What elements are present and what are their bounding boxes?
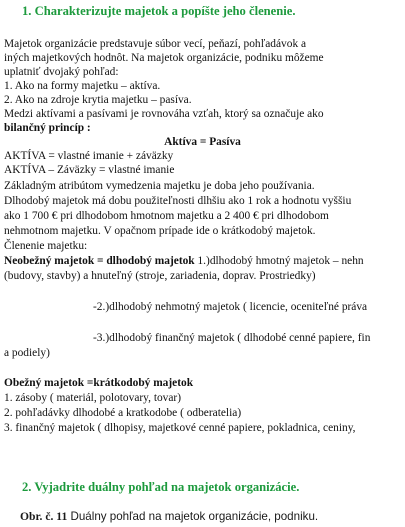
heading-1: 1. Charakterizujte majetok a popíšte jeho členenie. bbox=[22, 4, 296, 18]
neobezny-item-1: 1.)dlhodobý hmotný majetok – nehn bbox=[194, 255, 364, 267]
obezny-label: Obežný majetok =krátkodobý majetok bbox=[4, 377, 194, 389]
paragraph-line: Medzi aktívami a pasívami je rovnováha vzťah, ktorý sa označuje ako bbox=[4, 108, 324, 120]
caption-text: Duálny pohľad na majetok organizácie, podniku. bbox=[67, 510, 319, 523]
paragraph-line: nehmotnom majetku. V opačnom prípade ide o krátkodobý majetok. bbox=[4, 225, 316, 237]
aktiva-equation-2: AKTÍVA – Záväzky = vlastné imanie bbox=[4, 164, 175, 176]
paragraph-line: Základným atribútom vymedzenia majetku je doba jeho používania. bbox=[4, 180, 315, 192]
bilancny-princip: bilančný princíp : bbox=[4, 122, 91, 134]
paragraph-line: iných majetkových hodnôt. Na majetok organizácie, podniku môžeme bbox=[4, 52, 324, 64]
neobezny-label: Neobežný majetok = dlhodobý majetok bbox=[4, 255, 195, 267]
neobezny-line bbox=[4, 254, 364, 268]
paragraph-line: Dlhodobý majetok má dobu použiteľnosti dlhšiu ako 1 rok a hodnotu vyššiu bbox=[4, 195, 352, 207]
neobezny-item-1-cont: (budovy, stavby) a hnuteľný (stroje, zariadenia, doprav. Prostriedky) bbox=[4, 270, 316, 282]
paragraph-line: ako 1 700 € pri dlhodobom hmotnom majetku a 2 400 € pri dlhodobom bbox=[4, 210, 329, 222]
heading-2: 2. Vyjadrite duálny pohľad na majetok organizácie. bbox=[22, 480, 300, 494]
neobezny-item-2: -2.)dlhodobý nehmotný majetok ( licencie, oceniteľné práva bbox=[93, 301, 368, 313]
caption-label: Obr. č. 11 bbox=[20, 510, 68, 523]
paragraph-line: Členenie majetku: bbox=[4, 240, 88, 252]
paragraph-line: Majetok organizácie predstavuje súbor vecí, peňazí, pohľadávok a bbox=[4, 38, 307, 50]
aktiva-equation-1: AKTÍVA = vlastné imanie + záväzky bbox=[4, 150, 174, 162]
paragraph-line: 1. Ako na formy majetku – aktíva. bbox=[4, 80, 161, 92]
figure-caption bbox=[20, 510, 318, 523]
paragraph-line: 2. Ako na zdroje krytia majetku – pasíva. bbox=[4, 94, 192, 106]
aktiva-pasiva-equation: Aktíva = Pasíva bbox=[164, 136, 241, 148]
neobezny-item-3: -3.)dlhodobý finančný majetok ( dlhodobé cenné papiere, fin bbox=[93, 332, 371, 344]
obezny-item: 1. zásoby ( materiál, polotovary, tovar) bbox=[4, 392, 182, 404]
obezny-item: 3. finančný majetok ( dlhopisy, majetkové cenné papiere, pokladnica, ceniny, bbox=[4, 422, 356, 434]
obezny-item: 2. pohľadávky dlhodobé a kratkodobe ( odberatelia) bbox=[4, 407, 242, 419]
neobezny-item-3-cont: a podiely) bbox=[4, 347, 50, 359]
paragraph-line: uplatniť dvojaký pohľad: bbox=[4, 66, 119, 78]
